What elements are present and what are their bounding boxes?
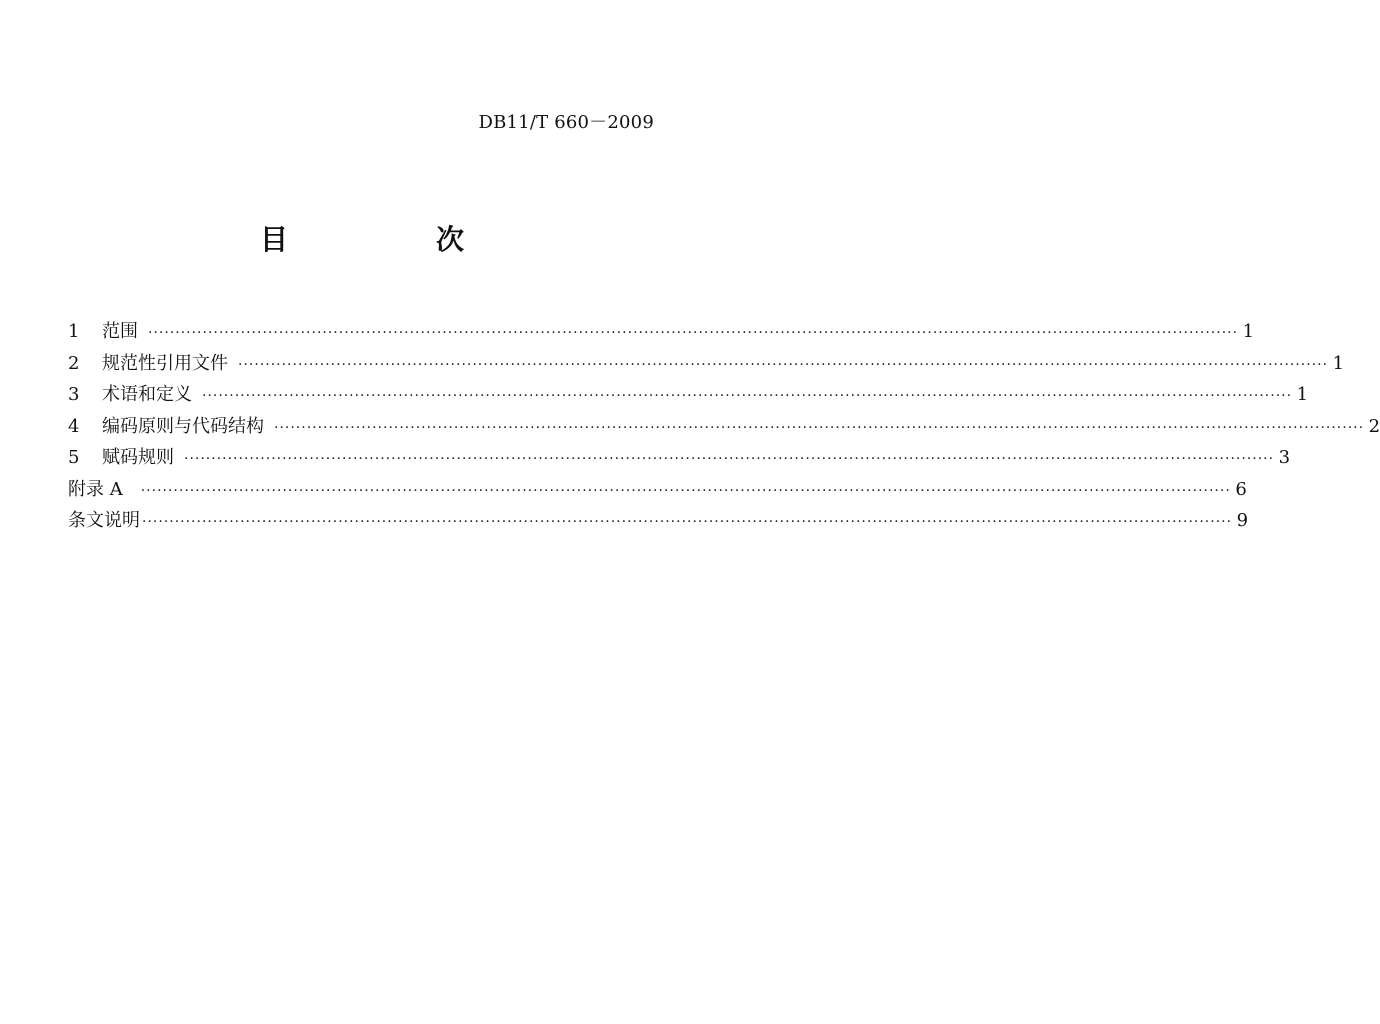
toc-item-number: 2 — [68, 352, 80, 374]
table-of-contents — [68, 316, 1380, 537]
toc-item-page: 3 — [1278, 447, 1291, 468]
toc-item-label: 范围 — [102, 321, 138, 342]
toc-item-label: 术语和定义 — [102, 384, 192, 405]
toc-item-number: 3 — [68, 384, 80, 405]
toc-item-label: 条文说明 — [68, 510, 140, 531]
toc-item-scope[interactable] — [68, 316, 1255, 348]
toc-item-appendix-a[interactable] — [68, 474, 1247, 506]
toc-item-terms-definitions[interactable] — [68, 379, 1309, 411]
page-title-text: 目 次 — [259, 223, 524, 256]
toc-item-label: 赋码规则 — [102, 447, 174, 468]
toc-item-page: 6 — [1235, 478, 1247, 500]
toc-item-coding-principles[interactable] — [68, 411, 1380, 443]
toc-item-label: 编码原则与代码结构 — [102, 415, 264, 437]
toc-item-page: 1 — [1332, 352, 1345, 374]
toc-dot-leader: ········································································································································································································ — [142, 514, 1233, 530]
toc-dot-leader: ········································································································································································································ — [274, 419, 1365, 436]
page-title — [0, 218, 724, 258]
toc-dot-leader: ········································································································································································································ — [238, 356, 1329, 373]
toc-item-page: 1 — [1242, 321, 1255, 342]
toc-item-page: 9 — [1236, 510, 1249, 531]
toc-item-number: 4 — [68, 415, 80, 437]
toc-item-page: 2 — [1368, 415, 1380, 437]
toc-dot-leader: ········································································································································································································ — [148, 325, 1239, 341]
toc-dot-leader: ········································································································································································································ — [202, 388, 1293, 404]
document-code: DB11/T 660－2009 — [478, 112, 654, 133]
toc-item-label: 附录 A — [68, 478, 123, 500]
toc-dot-leader: ········································································································································································································ — [140, 482, 1231, 499]
toc-dot-leader: ········································································································································································································ — [184, 451, 1275, 467]
toc-item-number: 1 — [68, 321, 80, 342]
toc-item-explanatory-notes[interactable] — [68, 505, 1249, 537]
toc-item-page: 1 — [1296, 384, 1309, 405]
toc-item-normative-references[interactable] — [68, 348, 1345, 380]
toc-item-coding-rules[interactable] — [68, 442, 1291, 474]
toc-item-number: 5 — [68, 447, 80, 468]
toc-item-label: 规范性引用文件 — [102, 352, 228, 374]
